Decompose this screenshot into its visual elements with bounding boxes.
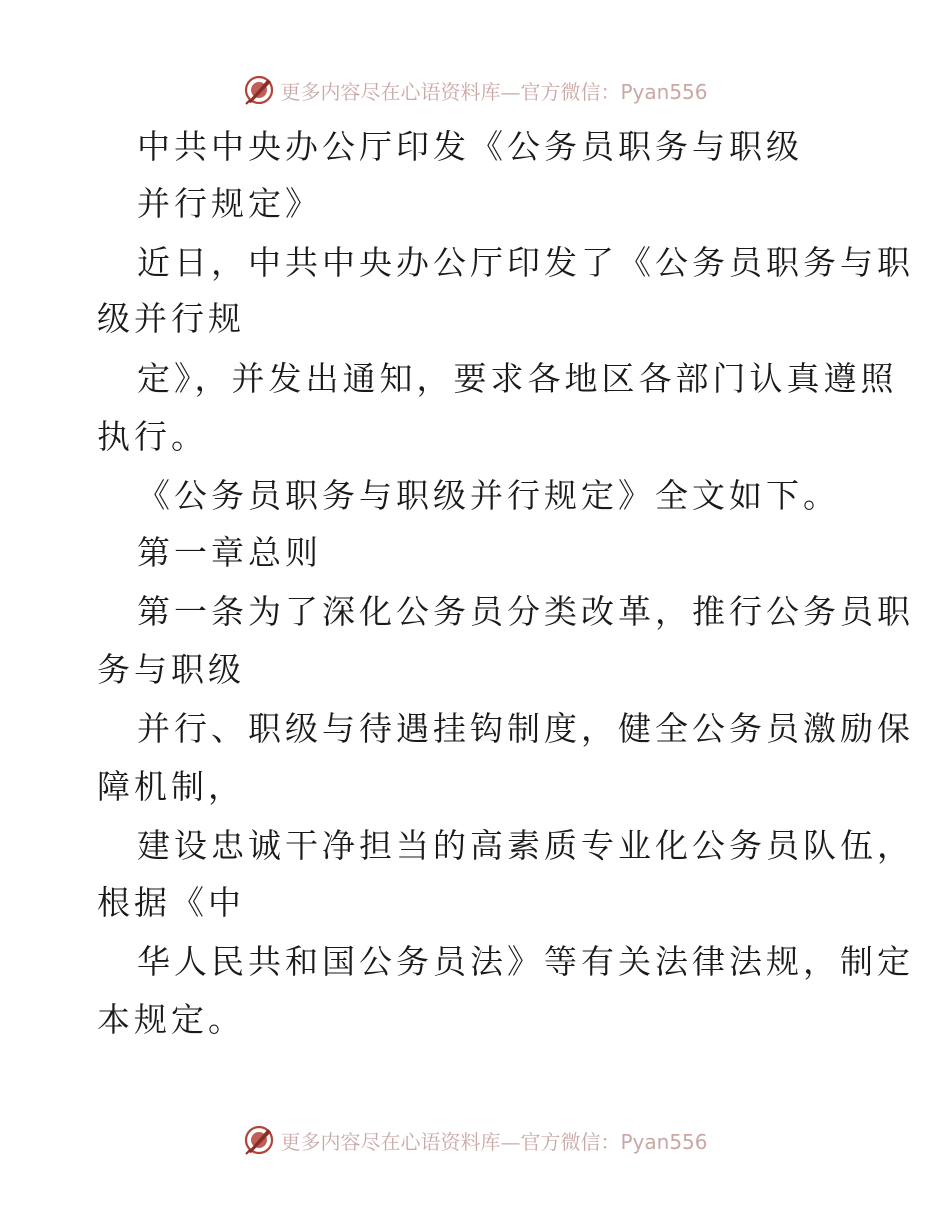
wechat-id: Pyan556: [620, 1129, 708, 1154]
footer-watermark: [0, 1120, 950, 1160]
paragraph-3-line-1: 《公务员职务与职级并行规定》全文如下。: [137, 476, 840, 515]
paragraph-8-line-1: 华人民共和国公务员法》等有关法律法规，制定: [137, 942, 914, 981]
doc-title-line-2: 并行规定》: [137, 184, 322, 223]
chapter-heading: 第一章总则: [137, 533, 322, 572]
paragraph-2-line-1: 定》，并发出通知，要求各地区各部门认真遵照: [137, 359, 898, 398]
paragraph-7-line-2: 根据《中: [97, 883, 245, 922]
paragraph-5-line-2: 务与职级: [97, 650, 245, 689]
paragraph-1-line-2: 级并行规: [97, 299, 245, 338]
doc-title-line-1: 中共中央办公厅印发《公务员职务与职级: [137, 127, 803, 166]
paragraph-8-line-2: 本规定。: [97, 1000, 245, 1039]
wechat-id: Pyan556: [620, 79, 708, 104]
watermark-text: 更多内容尽在心语资料库—官方微信：Pyan556: [280, 79, 708, 104]
watermark-text: 更多内容尽在心语资料库—官方微信：Pyan556: [280, 1129, 708, 1154]
paragraph-6-line-1: 并行、职级与待遇挂钩制度，健全公务员激励保: [137, 709, 914, 748]
paragraph-7-line-1: 建设忠诚干净担当的高素质专业化公务员队伍，: [137, 826, 914, 865]
paragraph-5-line-1: 第一条为了深化公务员分类改革，推行公务员职: [137, 592, 914, 631]
paragraph-2-line-2: 执行。: [97, 417, 208, 456]
quill-logo-icon: [242, 1123, 276, 1157]
paragraph-1-line-1: 近日，中共中央办公厅印发了《公务员职务与职: [137, 243, 914, 282]
paragraph-6-line-2: 障机制，: [97, 767, 245, 806]
